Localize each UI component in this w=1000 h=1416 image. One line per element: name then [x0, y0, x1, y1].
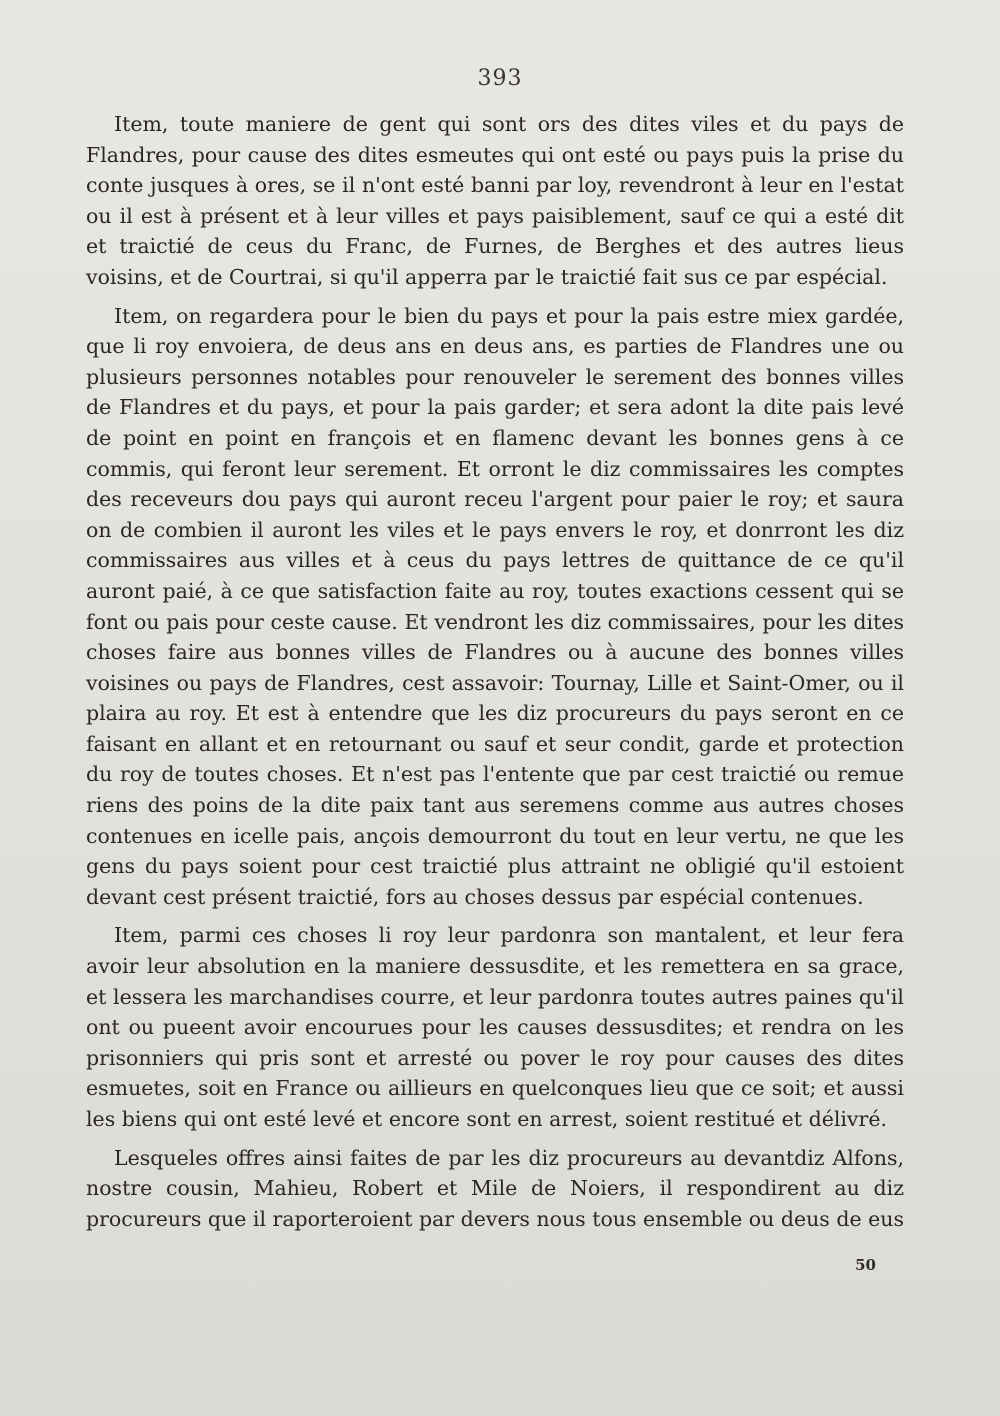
- page-number: 393: [477, 66, 523, 91]
- signature-mark: 50: [855, 1256, 876, 1274]
- paragraph: Item, parmi ces choses li roy leur pardonra son mantalent, et leur fera avoir leur absolution en la maniere dessusdite, et les remettera en sa grace, et lessera les marchandises courre, et leur pardonra toutes autres paines qu'il ont ou pueent avoir encourues pour les causes dessusdites; et rendra on les prisonniers qui pris sont et arresté ou pover le roy pour causes des dites esmuetes, soit en France ou aillieurs en quelconques lieu que ce soit; et aussi les biens qui ont esté levé et encore sont en arrest, soient restitué et délivré.: [86, 923, 904, 1131]
- paragraph: Lesqueles offres ainsi faites de par les diz procureurs au devantdiz Alfons, nostre cousin, Mahieu, Robert et Mile de Noiers, il respondirent au diz procureurs que il raporteroient par devers nous tous ensemble ou deus de eus: [86, 1145, 904, 1231]
- paragraph: Item, on regardera pour le bien du pays et pour la pais estre miex gardée, que li roy envoiera, de deus ans en deus ans, es parties de Flandres une ou plusieurs personnes notables pour renouveler le serement des bonnes villes de Flandres et du pays, et pour la pais garder; et sera adont la dite pais levé de point en point en françois et en flamenc devant les bonnes gens à ce commis, qui feront leur serement. Et orront le diz commissaires les comptes des receveurs dou pays qui auront receu l'argent pour paier le roy; et saura on de combien il auront les viles et le pays envers le roy, et donrront les diz commissaires aus villes et à ceus du pays lettres de quittance de ce qu'il auront paié, à ce que satisfaction faite au roy, toutes exactions cessent qui se font ou pais pour ceste cause. Et vendront les diz commissaires, pour les dites choses faire aus bonnes villes de Flandres ou à aucune des bonnes villes voisines ou pays de Flandres, cest assavoir: Tournay, Lille et Saint-Omer, ou il plaira au roy. Et est à entendre que les diz procureurs du pays seront en ce faisant en allant et en retournant ou sauf et seur condit, garde et protection du roy de toutes choses. Et n'est pas l'entente que par cest traictié ou remue riens des poins de la dite paix tant aus seremens comme aus autres choses contenues en icelle pais, ançois demourront du tout en leur vertu, ne que les gens du pays soient pour cest traictié plus attraint ne obligié qu'il estoient devant cest présent traictié, fors au choses dessus par espécial contenues.: [86, 303, 904, 909]
- paragraph: Item, toute maniere de gent qui sont ors des dites viles et du pays de Flandres, pour cause des dites esmeutes qui ont esté ou pays puis la prise du conte jusques à ores, se il n'ont esté banni par loy, revendront à leur en l'estat ou il est à présent et à leur villes et pays paisiblement, sauf ce qui a esté dit et traictié de ceus du Franc, de Furnes, de Berghes et des autres lieus voisins, et de Courtrai, si qu'il apperra par le traictié fait sus ce par espécial.: [86, 112, 904, 289]
- body-text: [86, 109, 904, 1234]
